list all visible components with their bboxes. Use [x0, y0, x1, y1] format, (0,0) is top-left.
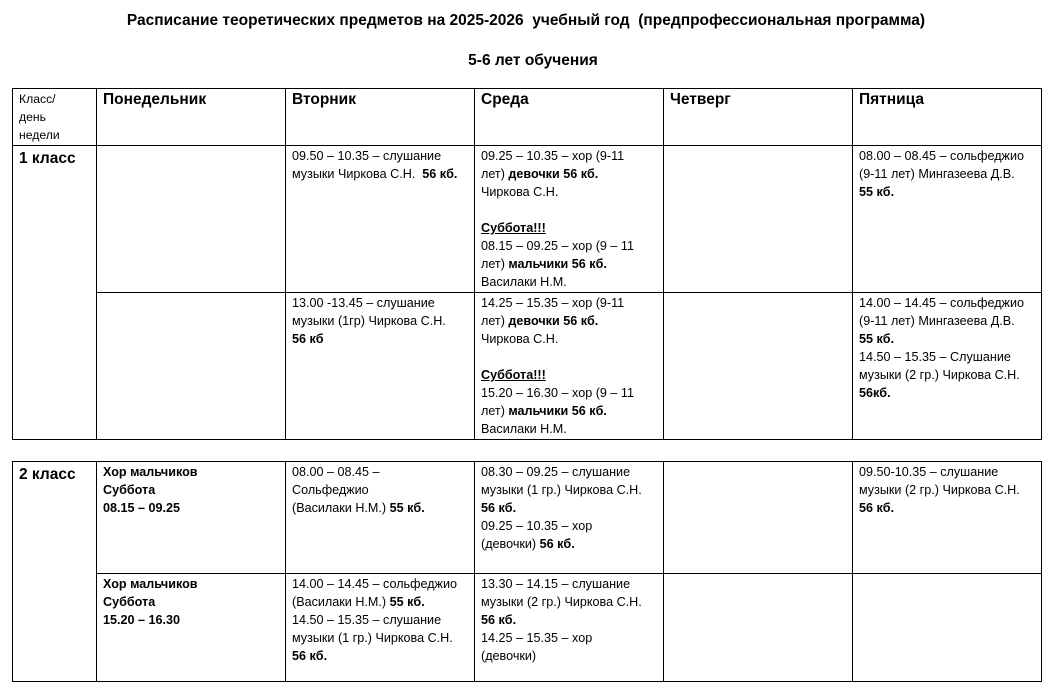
class-1-row-1-tuesday: 09.50 – 10.35 – слушание музыки Чиркова С.Н. 56 кб. [286, 146, 475, 293]
class-2-row-2-wednesday: 13.30 – 14.15 – слушание музыки (2 гр.) Чиркова С.Н. 56 кб. 14.25 – 15.35 – хор (девочки) [475, 574, 664, 682]
class-1-row-2-tuesday: 13.00 -13.45 – слушание музыки (1гр) Чиркова С.Н. 56 кб [286, 293, 475, 440]
schedule-table-class-1 [12, 88, 1042, 440]
class-2-row-1 [13, 462, 1042, 574]
class-2-row-1-wednesday: 08.30 – 09.25 – слушание музыки (1 гр.) Чиркова С.Н. 56 кб. 09.25 – 10.35 – хор (девочки) 56 кб. [475, 462, 664, 574]
class-1-row-2-wednesday: 14.25 – 15.35 – хор (9-11 лет) девочки 56 кб. Чиркова С.Н. Суббота!!! 15.20 – 16.30 – хор (9 – 11 лет) мальчики 56 кб. Василаки Н.М. [475, 293, 664, 440]
class-1-row-1-thursday [664, 146, 853, 293]
header-corner-cell: Класс/ день недели [13, 89, 97, 146]
class-1-row-1 [13, 146, 1042, 293]
class-2-row-1-monday: Хор мальчиков Суббота 08.15 – 09.25 [97, 462, 286, 574]
class-2-row-2-friday [853, 574, 1042, 682]
class-1-row-1-wednesday: 09.25 – 10.35 – хор (9-11 лет) девочки 56 кб. Чиркова С.Н. Суббота!!! 08.15 – 09.25 – хор (9 – 11 лет) мальчики 56 кб. Василаки Н.М. [475, 146, 664, 293]
class-2-row-2 [13, 574, 1042, 682]
class-1-row-2 [13, 293, 1042, 440]
class-1-row-1-friday: 08.00 – 08.45 – сольфеджио (9-11 лет) Мингазеева Д.В. 55 кб. [853, 146, 1042, 293]
class-1-label: 1 класс [13, 146, 97, 440]
class-1-row-2-monday [97, 293, 286, 440]
header-friday: Пятница [853, 89, 1042, 146]
class-1-row-2-friday: 14.00 – 14.45 – сольфеджио (9-11 лет) Мингазеева Д.В. 55 кб. 14.50 – 15.35 – Слушание музыки (2 гр.) Чиркова С.Н. 56кб. [853, 293, 1042, 440]
header-monday: Понедельник [97, 89, 286, 146]
class-2-row-1-tuesday: 08.00 – 08.45 – Сольфеджио (Василаки Н.М.) 55 кб. [286, 462, 475, 574]
header-wednesday: Среда [475, 89, 664, 146]
class-2-row-1-friday: 09.50-10.35 – слушание музыки (2 гр.) Чиркова С.Н. 56 кб. [853, 462, 1042, 574]
header-row [13, 89, 1042, 146]
page-subtitle: 5-6 лет обучения [468, 52, 598, 69]
header-tuesday: Вторник [286, 89, 475, 146]
class-2-label: 2 класс [13, 462, 97, 682]
class-2-row-2-thursday [664, 574, 853, 682]
page-title: Расписание теоретических предметов на 2025-2026 учебный год (предпрофессиональная программа) [126, 12, 926, 29]
schedule-table-class-2 [12, 461, 1042, 682]
class-2-row-2-tuesday: 14.00 – 14.45 – сольфеджио (Василаки Н.М.) 55 кб. 14.50 – 15.35 – слушание музыки (1 гр.) Чиркова С.Н. 56 кб. [286, 574, 475, 682]
header-thursday: Четверг [664, 89, 853, 146]
class-1-row-2-thursday [664, 293, 853, 440]
class-1-row-1-monday [97, 146, 286, 293]
class-2-row-2-monday: Хор мальчиков Суббота 15.20 – 16.30 [97, 574, 286, 682]
class-2-row-1-thursday [664, 462, 853, 574]
